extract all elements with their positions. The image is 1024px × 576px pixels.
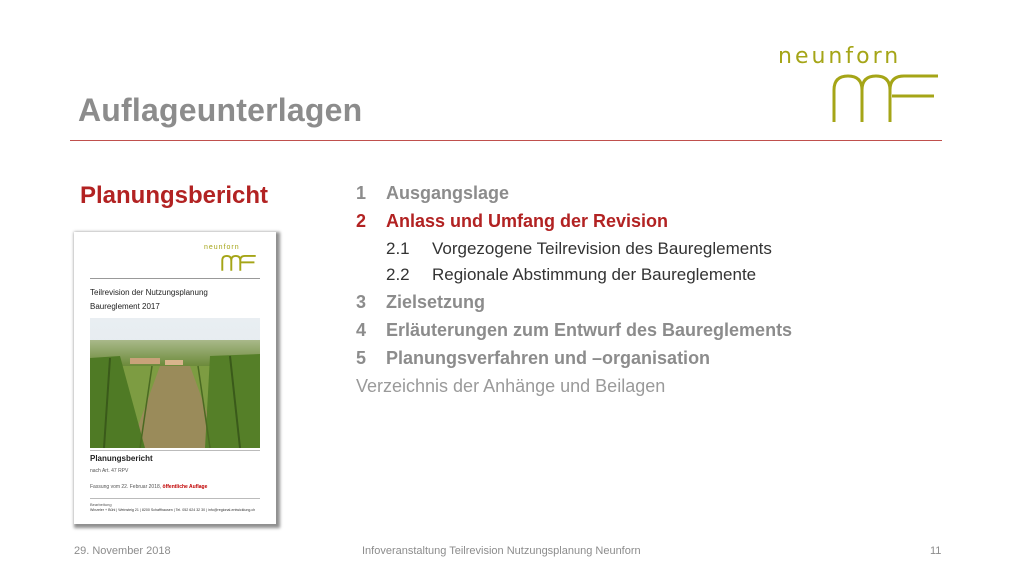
doc-footer-line: Winzeler + Bühl | Weinsteig 21 | 8200 Schaffhausen | Tel. 052 624 32 30 | info@regional-entwicklung.ch: [90, 508, 256, 512]
toc-number: 3: [356, 292, 367, 312]
neunforn-logo-icon: [830, 70, 942, 126]
vineyard-photo: [90, 318, 260, 448]
toc-number: 4: [356, 320, 367, 340]
toc-number: 2.2: [386, 265, 410, 284]
toc-item-2: [356, 211, 668, 232]
toc-label: Zielsetzung: [386, 292, 486, 312]
toc-item-5: [356, 348, 710, 369]
toc-item-1: [356, 183, 509, 204]
doc-version-highlight: öffentliche Auflage: [162, 484, 208, 490]
doc-divider-3: [90, 498, 260, 499]
toc-label: Anlass und Umfang der Revision: [386, 211, 669, 231]
toc-number: 5: [356, 348, 367, 368]
doc-divider: [90, 278, 260, 279]
footer-date: 29. November 2018: [74, 545, 171, 557]
neunforn-logo-text: neunforn: [778, 44, 902, 69]
toc-label: Vorgezogene Teilrevision des Baureglements: [432, 239, 772, 258]
slide-title: Auflageunterlagen: [78, 92, 363, 128]
toc-label: Verzeichnis der Anhänge und Beilagen: [356, 376, 666, 396]
toc-label: Planungsverfahren und –organisation: [386, 348, 711, 368]
doc-heading-2: Baureglement 2017: [90, 302, 160, 311]
doc-subtitle: nach Art. 47 RPV: [90, 468, 129, 474]
doc-logo-icon: [220, 254, 258, 272]
toc-number: 2: [356, 211, 367, 231]
toc-item-2-1: [386, 239, 772, 259]
toc-item-3: [356, 292, 485, 313]
title-divider: [70, 140, 942, 141]
doc-version-text: Fassung vom 22. Februar 2018,: [90, 484, 162, 490]
report-cover-thumbnail: [74, 232, 276, 524]
footer-event-title: Infoveranstaltung Teilrevision Nutzungsplanung Neunforn: [362, 545, 641, 557]
toc-label: Ausgangslage: [386, 183, 510, 203]
doc-heading-1: Teilrevision der Nutzungsplanung: [90, 288, 208, 297]
doc-divider-2: [90, 450, 260, 451]
doc-version: [90, 484, 207, 490]
doc-logo-text: neunforn: [204, 244, 240, 251]
toc-label: Erläuterungen zum Entwurf des Baureglements: [386, 320, 793, 340]
doc-footer-label: Bearbeitung: [90, 502, 112, 507]
footer-page-number: 11: [930, 545, 942, 557]
toc-item-2-2: [386, 265, 756, 285]
doc-title: Planungsbericht: [90, 454, 153, 463]
toc-label: Regionale Abstimmung der Baureglemente: [432, 265, 757, 284]
section-subtitle: Planungsbericht: [80, 182, 269, 209]
toc-number: 2.1: [386, 239, 410, 258]
toc-item-4: [356, 320, 792, 341]
toc-item-appendix: [356, 376, 665, 397]
toc-number: 1: [356, 183, 367, 203]
